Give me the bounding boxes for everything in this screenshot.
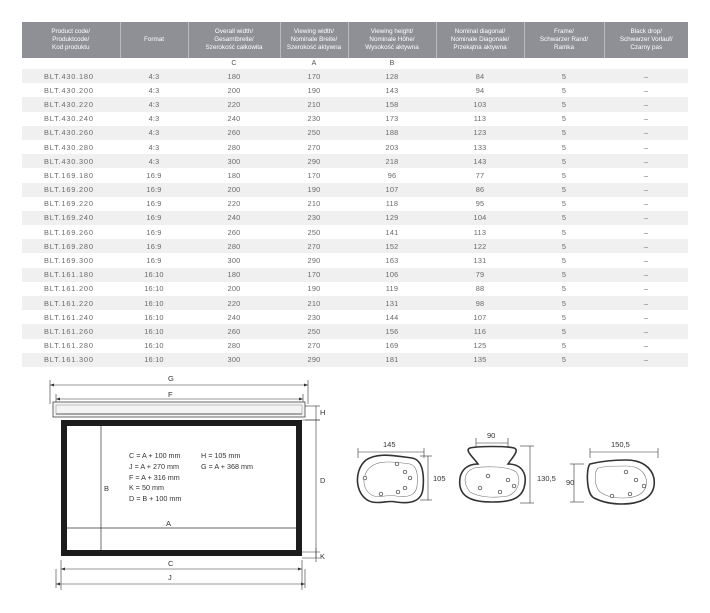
table-cell: BLT.169.180 [22,168,120,182]
table-cell: 141 [348,225,436,239]
table-cell: 5 [524,253,604,267]
table-cell: 77 [436,168,524,182]
profile-2-height: 130,5 [537,474,556,483]
table-cell: 220 [188,97,280,111]
table-cell: 135 [436,353,524,367]
table-cell: 16:10 [120,339,188,353]
table-cell: 84 [436,69,524,83]
table-cell: – [604,97,688,111]
table-cell: BLT.169.280 [22,239,120,253]
table-row [22,253,688,267]
table-cell: 5 [524,310,604,324]
table-cell: 260 [188,225,280,239]
table-cell: 240 [188,211,280,225]
table-cell: 4:3 [120,126,188,140]
table-cell: 200 [188,183,280,197]
table-cell: 4:3 [120,140,188,154]
table-cell: 280 [188,339,280,353]
table-cell: 240 [188,112,280,126]
table-cell: 16:10 [120,353,188,367]
table-cell: 290 [280,253,348,267]
table-cell: 94 [436,83,524,97]
table-cell: – [604,353,688,367]
table-cell: – [604,183,688,197]
table-cell: BLT.430.200 [22,83,120,97]
table-cell: 203 [348,140,436,154]
table-cell: 128 [348,69,436,83]
table-cell: 180 [188,168,280,182]
table-cell: BLT.430.240 [22,112,120,126]
header-viewing-height: Viewing height/ Nominale Höhe/ Wysokość aktywna [348,22,436,58]
table-cell: 250 [280,324,348,338]
table-cell: 170 [280,268,348,282]
table-cell: 5 [524,112,604,126]
table-cell: 260 [188,126,280,140]
table-row [22,211,688,225]
table-cell: – [604,339,688,353]
table-cell: 129 [348,211,436,225]
table-cell: BLT.169.220 [22,197,120,211]
table-cell: 180 [188,268,280,282]
specification-table [22,22,688,367]
profile-3-width: 150,5 [611,440,630,449]
table-cell: 270 [280,239,348,253]
table-cell: 16:10 [120,310,188,324]
table-cell: BLT.169.200 [22,183,120,197]
table-cell: 280 [188,140,280,154]
table-cell: 250 [280,225,348,239]
table-cell: 5 [524,183,604,197]
table-cell: 16:9 [120,211,188,225]
table-cell: BLT.161.240 [22,310,120,324]
header-frame: Frame/ Schwarzer Rand/ Ramka [524,22,604,58]
table-cell: – [604,253,688,267]
table-cell: – [604,140,688,154]
table-cell: 16:9 [120,183,188,197]
letter-cell [22,58,120,69]
header-viewing-width: Viewing width/ Nominale Breite/ Szerokość aktywna [280,22,348,58]
table-cell: 104 [436,211,524,225]
table-cell: 156 [348,324,436,338]
header-nominal-diagonal: Nominal diagonal/ Nominale Diagonale/ Przekątna aktywna [436,22,524,58]
table-cell: BLT.169.300 [22,253,120,267]
table-cell: 16:10 [120,268,188,282]
table-cell: 169 [348,339,436,353]
table-cell: 116 [436,324,524,338]
table-cell: BLT.430.300 [22,154,120,168]
table-cell: 113 [436,112,524,126]
table-cell: 88 [436,282,524,296]
table-cell: 5 [524,83,604,97]
table-cell: 4:3 [120,83,188,97]
letter-cell: C [188,58,280,69]
table-cell: 16:9 [120,253,188,267]
table-cell: 300 [188,353,280,367]
table-cell: – [604,112,688,126]
table-cell: – [604,225,688,239]
table-cell: 143 [436,154,524,168]
table-cell: – [604,268,688,282]
table-cell: BLT.430.180 [22,69,120,83]
table-cell: – [604,154,688,168]
table-cell: 113 [436,225,524,239]
table-row [22,197,688,211]
label-k: K [320,552,326,561]
table-cell: BLT.430.280 [22,140,120,154]
table-row [22,168,688,182]
table-cell: 5 [524,324,604,338]
table-cell: – [604,296,688,310]
table-cell: 5 [524,140,604,154]
table-row [22,97,688,111]
table-cell: 5 [524,225,604,239]
table-cell: 4:3 [120,97,188,111]
table-cell: 5 [524,126,604,140]
table-cell: – [604,239,688,253]
table-cell: 4:3 [120,112,188,126]
table-cell: 16:9 [120,225,188,239]
table-cell: 5 [524,239,604,253]
table-cell: 96 [348,168,436,182]
letter-cell: A [280,58,348,69]
table-row [22,339,688,353]
label-d: D [320,476,326,485]
table-row [22,112,688,126]
table-cell: 98 [436,296,524,310]
table-cell: BLT.161.180 [22,268,120,282]
table-cell: BLT.161.280 [22,339,120,353]
table-cell: – [604,310,688,324]
label-j: J [168,573,172,582]
table-cell: 200 [188,282,280,296]
table-cell: 133 [436,140,524,154]
table-row [22,324,688,338]
letter-cell [524,58,604,69]
table-cell: 158 [348,97,436,111]
table-cell: 163 [348,253,436,267]
table-cell: 122 [436,239,524,253]
table-cell: 95 [436,197,524,211]
technical-drawing [0,368,710,613]
table-cell: 200 [188,83,280,97]
table-cell: 131 [348,296,436,310]
table-cell: 173 [348,112,436,126]
table-cell: 170 [280,69,348,83]
table-cell: 16:9 [120,239,188,253]
label-h: H [320,408,326,417]
table-cell: 5 [524,339,604,353]
table-cell: 143 [348,83,436,97]
profile-1-width: 145 [383,440,396,449]
table-cell: BLT.430.260 [22,126,120,140]
table-cell: 86 [436,183,524,197]
table-cell: – [604,168,688,182]
dimension-letter-row [22,58,688,69]
profile-3-height: 90 [566,478,575,487]
table-cell: 230 [280,310,348,324]
table-cell: 5 [524,282,604,296]
table-cell: 125 [436,339,524,353]
table-cell: 190 [280,83,348,97]
table-cell: 190 [280,183,348,197]
label-f: F [168,390,173,399]
table-cell: BLT.161.220 [22,296,120,310]
table-cell: 5 [524,168,604,182]
casing [53,402,305,417]
table-cell: 5 [524,197,604,211]
table-cell: 210 [280,197,348,211]
table-cell: 123 [436,126,524,140]
table-cell: 230 [280,112,348,126]
table-cell: 270 [280,339,348,353]
table-cell: – [604,83,688,97]
table-cell: 5 [524,154,604,168]
table-row [22,83,688,97]
letter-cell [120,58,188,69]
table-cell: 240 [188,310,280,324]
table-cell: 106 [348,268,436,282]
table-cell: 300 [188,253,280,267]
table-cell: BLT.169.240 [22,211,120,225]
header-black-drop: Black drop/ Schwarzer Vorlauf/ Czarny pas [604,22,688,58]
table-cell: 250 [280,126,348,140]
table-row [22,183,688,197]
table-cell: 210 [280,97,348,111]
formula-list-right: H = 105 mm G = A + 368 mm [201,451,253,471]
table-body [22,58,688,367]
table-cell: 181 [348,353,436,367]
table-row [22,225,688,239]
header-overall-width: Overall width/ Gesamtbreite/ Szerokość całkowita [188,22,280,58]
table-cell: 16:10 [120,296,188,310]
table-cell: 5 [524,353,604,367]
table-cell: BLT.161.300 [22,353,120,367]
profile-1-height: 105 [433,474,446,483]
table-cell: – [604,197,688,211]
profile-3 [570,448,658,504]
table-cell: 188 [348,126,436,140]
table-cell: 119 [348,282,436,296]
table-cell: 190 [280,282,348,296]
table-cell: 5 [524,69,604,83]
table-row [22,126,688,140]
table-cell: 230 [280,211,348,225]
table-cell: 4:3 [120,154,188,168]
table-cell: 16:9 [120,197,188,211]
table-cell: – [604,324,688,338]
table-cell: – [604,126,688,140]
table-cell: 16:10 [120,324,188,338]
table-cell: 5 [524,268,604,282]
letter-cell [436,58,524,69]
table-cell: 16:10 [120,282,188,296]
table-row [22,310,688,324]
formula-list-left: C = A + 100 mm J = A + 270 mm F = A + 316 mm K = 50 mm D = B + 100 mm [129,451,182,504]
table-row [22,296,688,310]
header-format: Format [120,22,188,58]
table-cell: 290 [280,353,348,367]
table-cell: 220 [188,197,280,211]
table-cell: 220 [188,296,280,310]
table-cell: 260 [188,324,280,338]
table-cell: – [604,69,688,83]
table-cell: 16:9 [120,168,188,182]
table-cell: 290 [280,154,348,168]
table-cell: 107 [348,183,436,197]
table-row [22,268,688,282]
table-cell: 152 [348,239,436,253]
table-cell: 79 [436,268,524,282]
table-cell: BLT.430.220 [22,97,120,111]
letter-cell [604,58,688,69]
label-a: A [166,519,172,528]
table-cell: 300 [188,154,280,168]
table-cell: 210 [280,296,348,310]
table-cell: 5 [524,296,604,310]
profile-2 [460,438,534,503]
table-cell: BLT.169.260 [22,225,120,239]
table-cell: 144 [348,310,436,324]
label-c: C [168,559,174,568]
table-header-row [22,22,688,58]
table-row [22,239,688,253]
table-cell: 4:3 [120,69,188,83]
table-cell: 103 [436,97,524,111]
letter-cell: B [348,58,436,69]
table-cell: 118 [348,197,436,211]
table-row [22,282,688,296]
table-cell: – [604,211,688,225]
table-cell: 170 [280,168,348,182]
header-product-code: Product code/ Produktcode/ Kod produktu [22,22,120,58]
table-cell: 218 [348,154,436,168]
table-row [22,353,688,367]
table-cell: 280 [188,239,280,253]
table-cell: 131 [436,253,524,267]
table-cell: 5 [524,97,604,111]
table-row [22,140,688,154]
label-g: G [168,374,174,383]
profile-2-width: 90 [487,431,496,440]
table-cell: – [604,282,688,296]
table-cell: BLT.161.260 [22,324,120,338]
profile-1 [357,448,432,503]
table-cell: 270 [280,140,348,154]
table-cell: 5 [524,211,604,225]
label-b: B [104,484,110,493]
table-row [22,154,688,168]
table-cell: 107 [436,310,524,324]
table-cell: 180 [188,69,280,83]
table-cell: BLT.161.200 [22,282,120,296]
table-row [22,69,688,83]
